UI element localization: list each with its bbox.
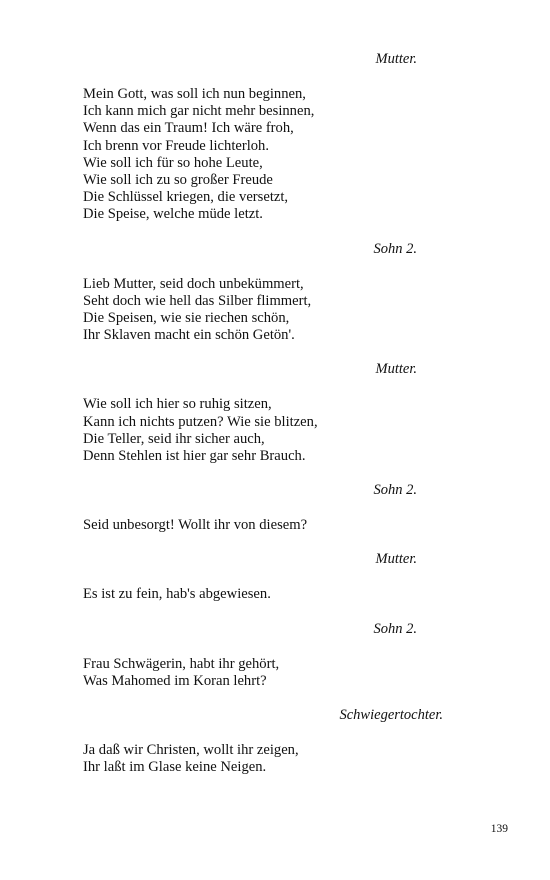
verse-line: Ich kann mich gar nicht mehr besinnen,: [83, 103, 315, 120]
verse-line: Seht doch wie hell das Silber flimmert,: [83, 292, 312, 309]
verse-line: Die Teller, seid ihr sicher auch,: [83, 430, 265, 447]
speaker-name: Sohn 2.: [373, 620, 417, 637]
verse-lines: [83, 656, 443, 690]
speaker-name: Mutter.: [375, 551, 417, 568]
verse-line: Wie soll ich hier so ruhig sitzen,: [83, 396, 272, 413]
dialogue-block-mutter-1: [83, 51, 443, 224]
speaker-name: Sohn 2.: [373, 482, 417, 499]
verse-lines: [83, 742, 443, 776]
verse-line: Ich brenn vor Freude lichterloh.: [83, 137, 270, 154]
speaker-name: Mutter.: [375, 361, 417, 378]
verse-line: Denn Stehlen ist hier gar sehr Brauch.: [83, 448, 306, 465]
verse-line: Lieb Mutter, seid doch unbekümmert,: [83, 275, 304, 292]
verse-line: Es ist zu fein, hab's abgewiesen.: [83, 586, 271, 603]
dialogue-block-mutter-2: [83, 361, 443, 465]
page-number: 139: [490, 823, 508, 835]
speaker-name: Schwiegertochter.: [339, 707, 443, 724]
verse-line: Wenn das ein Traum! Ich wäre froh,: [83, 120, 294, 137]
speaker-name: Mutter.: [375, 51, 417, 67]
poem-page: [83, 51, 443, 793]
speaker-name: Sohn 2.: [373, 240, 417, 257]
verse-line: Ihr Sklaven macht ein schön Getön'.: [83, 327, 295, 344]
verse-line: Kann ich nichts putzen? Wie sie blitzen,: [83, 413, 318, 430]
verse-line: Seid unbesorgt! Wollt ihr von diesem?: [83, 517, 308, 534]
verse-line: Was Mahomed im Koran lehrt?: [83, 672, 267, 689]
verse-line: Die Speise, welche müde letzt.: [83, 206, 263, 223]
verse-lines: [83, 517, 443, 534]
verse-line: Frau Schwägerin, habt ihr gehört,: [83, 655, 280, 672]
dialogue-block-sohn-3: [83, 621, 443, 690]
verse-line: Mein Gott, was soll ich nun beginnen,: [83, 86, 306, 102]
verse-lines: [83, 586, 443, 603]
verse-line: Ja daß wir Christen, wollt ihr zeigen,: [83, 742, 299, 759]
verse-line: Die Speisen, wie sie riechen schön,: [83, 310, 290, 327]
dialogue-block-sohn-1: [83, 241, 443, 345]
verse-lines: [83, 86, 443, 224]
dialogue-block-sohn-2: [83, 482, 443, 534]
dialogue-block-mutter-3: [83, 551, 443, 603]
verse-lines: [83, 276, 443, 345]
verse-line: Wie soll ich für so hohe Leute,: [83, 154, 263, 171]
verse-line: Ihr laßt im Glase keine Neigen.: [83, 759, 267, 776]
dialogue-block-schwiegertochter: [83, 707, 443, 776]
verse-lines: [83, 396, 443, 465]
verse-line: Wie soll ich zu so großer Freude: [83, 172, 273, 189]
verse-line: Die Schlüssel kriegen, die versetzt,: [83, 189, 289, 206]
